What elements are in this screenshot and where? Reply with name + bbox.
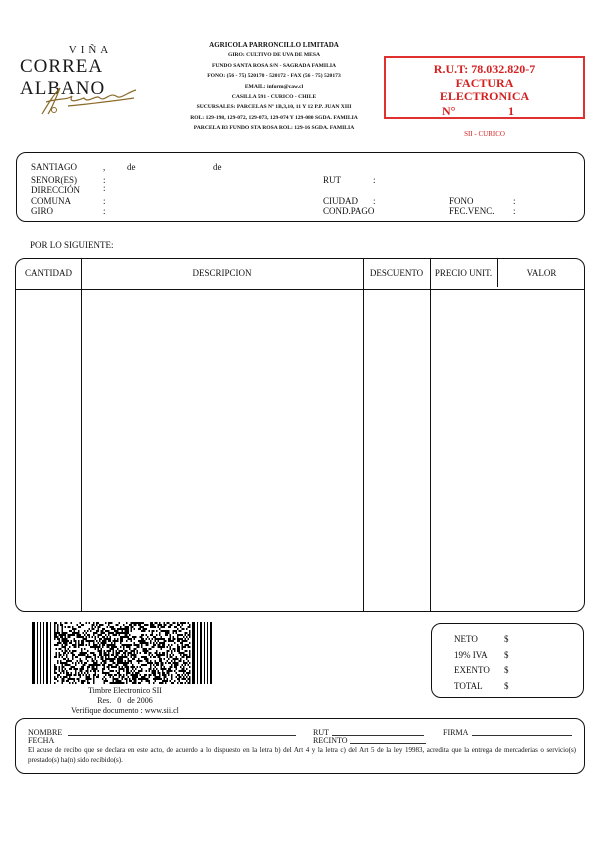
exento-label: EXENTO (454, 665, 490, 675)
company-info-line: SUCURSALES: PARCELAS Nº 1B,3,10, 11 Y 12 P.P. JUAN XIII (196, 104, 352, 111)
comuna-label: COMUNA (31, 196, 72, 206)
direccion-label: DIRECCIÓN (31, 185, 80, 195)
date-comma: , (103, 162, 106, 172)
timbre-res-year: de 2006 (127, 696, 153, 705)
column-divider (81, 259, 82, 611)
col-header-precio-unit: PRECIO UNIT. (434, 268, 493, 278)
col-header-valor: VALOR (526, 268, 557, 278)
column-divider (363, 259, 364, 611)
neto-currency: $ (504, 634, 509, 644)
ciudad-label: CIUDAD (323, 196, 358, 206)
logo-vina-text: VIÑA (68, 44, 113, 56)
legal-text: El acuse de recibo que se declara en este acto, de acuerdo a lo dispuesto en la letra b) del Art 4 y la letra c) del Art 5 de la ley 19983, acredita que la entrega de mercaderias o servicio(s) prestado(s) ha(n) sido recibido(s). (28, 746, 576, 764)
comuna-colon: : (103, 196, 106, 206)
giro-label: GIRO (31, 206, 53, 216)
items-table (15, 258, 585, 612)
logo-brand-text: CORREA ALBANO (20, 56, 106, 99)
exento-currency: $ (504, 665, 509, 675)
fecha-label: FECHA (28, 736, 55, 745)
pdf417-barcode-icon (32, 622, 212, 684)
timbre-res-label: Res. (97, 696, 112, 705)
receipt-box (15, 718, 585, 774)
receipt-rut-label: RUT (313, 728, 329, 737)
giro-colon: : (103, 206, 106, 216)
company-info-line: CASILLA 591 - CURICO - CHILE (231, 94, 317, 101)
invoice-type (386, 77, 583, 103)
iva-label: 19% IVA (454, 650, 488, 660)
city-label: SANTIAGO (31, 162, 77, 172)
company-logo (18, 44, 168, 124)
fec-venc-label: FEC.VENC. (449, 206, 495, 216)
date-de-1: de (127, 162, 136, 172)
invoice-type-line2: ELECTRONICA (439, 89, 530, 103)
col-header-descripcion: DESCRIPCION (192, 268, 252, 278)
company-info-line: ROL: 129-198, 129-072, 129-073, 129-074 Y 129-080 SGDA. FAMILIA (190, 114, 358, 121)
cond-pago-label: COND.PAGO (323, 206, 375, 216)
fec-venc-colon: : (513, 206, 516, 216)
col-header-descuento: DESCUENTO (369, 268, 424, 278)
receipt-rut-line (332, 728, 424, 736)
recinto-label: RECINTO (313, 736, 348, 745)
sii-office: SII - CURICO (464, 130, 505, 138)
timbre-res-number: 0 (117, 696, 122, 705)
timbre-label: Timbre Electronico SII (88, 686, 162, 695)
nombre-line (68, 728, 296, 736)
rut-label: RUT (323, 175, 341, 185)
invoice-number (442, 104, 514, 119)
invoice-number-value: 1 (508, 104, 514, 118)
signature-icon (38, 80, 148, 120)
recinto-line (350, 736, 426, 744)
firma-line (472, 728, 572, 736)
ciudad-colon: : (373, 196, 376, 206)
total-label: TOTAL (454, 681, 483, 691)
invoice-id-box (384, 56, 585, 119)
fono-colon: : (513, 196, 516, 206)
table-header-divider (16, 289, 584, 290)
column-divider (430, 259, 431, 611)
customer-box (16, 152, 585, 222)
company-name: AGRICOLA PARRONCILLO LIMITADA (209, 41, 339, 49)
firma-label: FIRMA (443, 728, 469, 737)
col-header-cantidad: CANTIDAD (25, 268, 72, 278)
timbre-verify: Verifique documento : www.sii.cl (71, 706, 179, 715)
company-info-line: EMAIL: inform@caw.cl (244, 83, 304, 90)
timbre-resolution (40, 696, 210, 706)
company-header (176, 40, 372, 134)
invoice-number-label: N° (442, 104, 456, 118)
iva-currency: $ (504, 650, 509, 660)
totals-box (431, 623, 584, 698)
date-de-2: de (213, 162, 222, 172)
por-lo-siguiente: POR LO SIGUIENTE: (30, 240, 114, 250)
fono-label: FONO (449, 196, 474, 206)
company-info-line: PARCELA B3 FUNDO STA ROSA ROL: 129-16 SGDA. FAMILIA (193, 125, 355, 132)
direccion-colon: : (103, 183, 106, 193)
rut-colon: : (373, 175, 376, 185)
company-info-line: FUNDO SANTA ROSA S/N - SAGRADA FAMILIA (211, 62, 337, 69)
company-info-line: FONO: (56 - 75) 520170 - 520172 - FAX (56 - 75) 520173 (207, 73, 341, 80)
company-info-line: GIRO: CULTIVO DE UVA DE MESA (227, 52, 321, 59)
total-currency: $ (504, 681, 509, 691)
senor-colon: : (103, 175, 106, 185)
invoice-rut: R.U.T: 78.032.820-7 (433, 62, 536, 76)
senor-label: SENOR(ES) (31, 175, 78, 185)
invoice-type-line1: FACTURA (455, 76, 514, 90)
neto-label: NETO (454, 634, 478, 644)
nombre-label: NOMBRE (28, 728, 63, 737)
